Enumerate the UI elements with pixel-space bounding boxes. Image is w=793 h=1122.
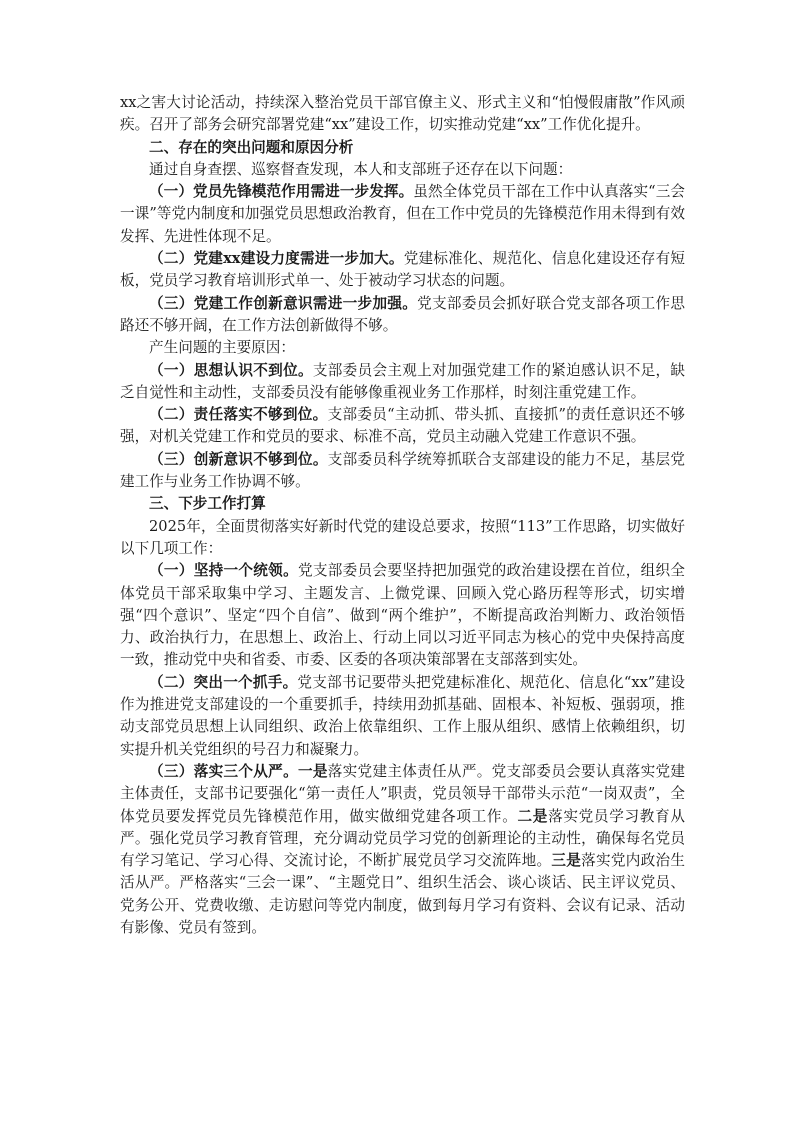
plan-item-3-point-2-text: 落实党员学习教育从严。强化党员学习教育管理，充分调动党员学习党的创新理论的主动性，确保每名党员有学习笔记、学习心得、交流讨论，不断扩展党员学习交流阵地。 <box>120 807 685 870</box>
plan-item-3-point-1-text: 落实党建主体责任从严。党支部委员会要认真落实党建主体责任，支部书记要强化“第一责任人”职责，党员领导干部带头示范“一岗双责”，全体党员要发挥党员先锋模范作用，做实做细党建各项工作。 <box>120 762 685 825</box>
cause-item-1-title: （一）思想认识不到位。 <box>149 361 313 379</box>
plan-item-3-title: （三）落实三个从严。 <box>149 762 298 780</box>
plan-item-3-point-3-label: 三是 <box>551 852 582 870</box>
plan-item-3 <box>120 761 685 939</box>
plan-item-2 <box>120 672 685 761</box>
problem-item-2-title: （二）党建xx建设力度需进一步加大。 <box>149 250 404 268</box>
problem-item-3 <box>120 293 685 338</box>
paragraph-problems-intro: 通过自身查摆、巡察督查发现，本人和支部班子还存在以下问题： <box>149 160 573 178</box>
problem-item-3-title: （三）党建工作创新意识需进一步加强。 <box>149 294 418 312</box>
cause-item-2 <box>120 404 685 449</box>
paragraph-intro-continued: xx之害大讨论活动，持续深入整治党员干部官僚主义、形式主义和“怕慢假庸散”作风顽疾。召开了部务会研究部署党建“xx”建设工作，切实推动党建“xx”工作优化提升。 <box>120 94 685 134</box>
section-heading-problems: 二、存在的突出问题和原因分析 <box>149 138 354 156</box>
plan-item-3-point-2-label: 二是 <box>517 807 549 825</box>
problem-item-2-text: 党建标准化、规范化、信息化建设还存有短板，党员学习教育培训形式单一、处于被动学习状态的问题。 <box>120 250 685 290</box>
plan-item-1 <box>120 560 685 671</box>
cause-item-1 <box>120 360 685 405</box>
cause-item-3-title: （三）创新意识不够到位。 <box>149 450 328 468</box>
document-body <box>120 92 685 939</box>
cause-item-2-text: 支部委员“主动抓、带头抓、直接抓”的责任意识还不够强，对机关党建工作和党员的要求、标准不高，党员主动融入党建工作意识不强。 <box>120 406 685 446</box>
plan-item-3-point-1-label: 一是 <box>297 762 328 780</box>
plan-item-1-title: （一）坚持一个统领。 <box>149 562 298 580</box>
problem-item-2 <box>120 248 685 293</box>
problem-item-1 <box>120 181 685 248</box>
paragraph-next-steps-intro: 2025年，全面贯彻落实好新时代党的建设总要求，按照“113”工作思路，切实做好以下几项工作： <box>120 517 685 557</box>
problem-item-1-title: （一）党员先锋模范作用需进一步发挥。 <box>149 183 414 201</box>
cause-item-1-text: 支部委员会主观上对加强党建工作的紧迫感认识不足，缺乏自觉性和主动性，支部委员没有能够像重视业务工作那样，时刻注重党建工作。 <box>120 361 685 401</box>
problem-item-3-text: 党支部委员会抓好联合党支部各项工作思路还不够开阔，在工作方法创新做得不够。 <box>120 294 685 334</box>
cause-item-2-title: （二）责任落实不够到位。 <box>149 406 328 424</box>
cause-item-3-text: 支部委员科学统筹抓联合支部建设的能力不足，基层党建工作与业务工作协调不够。 <box>120 450 685 491</box>
plan-item-2-text: 党支部书记要带头把党建标准化、规范化、信息化“xx”建设作为推进党支部建设的一个重要抓手，持续用劲抓基础、固根本、补短板、强弱项，推动支部党员思想上认同组织、政治上依靠组织、工作上服从组织、感情上依赖组织，切实提升机关党组织的号召力和凝聚力。 <box>120 673 685 758</box>
plan-item-1-text: 党支部委员会要坚持把加强党的政治建设摆在首位，组织全体党员干部采取集中学习、主题发言、上微党课、回顾入党心路历程等形式，切实增强“四个意识”、坚定“四个自信”、做到“两个维护”，不断提高政治判断力、政治领悟力、政治执行力，在思想上、政治上、行动上同以习近平同志为核心的党中央保持高度一致，推动党中央和省委、市委、区委的各项决策部署在支部落到实处。 <box>120 562 685 669</box>
section-heading-next-steps: 三、下步工作打算 <box>149 495 266 513</box>
problem-item-1-text: 虽然全体党员干部在工作中认真落实“三会一课”等党内制度和加强党员思想政治教育，但在工作中党员的先锋模范作用未得到有效发挥、先进性体现不足。 <box>120 183 685 245</box>
plan-item-2-title: （二）突出一个抓手。 <box>149 673 298 691</box>
plan-item-3-point-3-text: 落实党内政治生活从严。严格落实“三会一课”、“主题党日”、组织生活会、谈心谈话、民主评议党员、党务公开、党费收缴、走访慰问等党内制度，做到每月学习有资料、会议有记录、活动有影像、党员有签到。 <box>120 852 685 936</box>
cause-item-3 <box>120 449 685 494</box>
paragraph-causes-intro: 产生问题的主要原因： <box>149 339 295 357</box>
